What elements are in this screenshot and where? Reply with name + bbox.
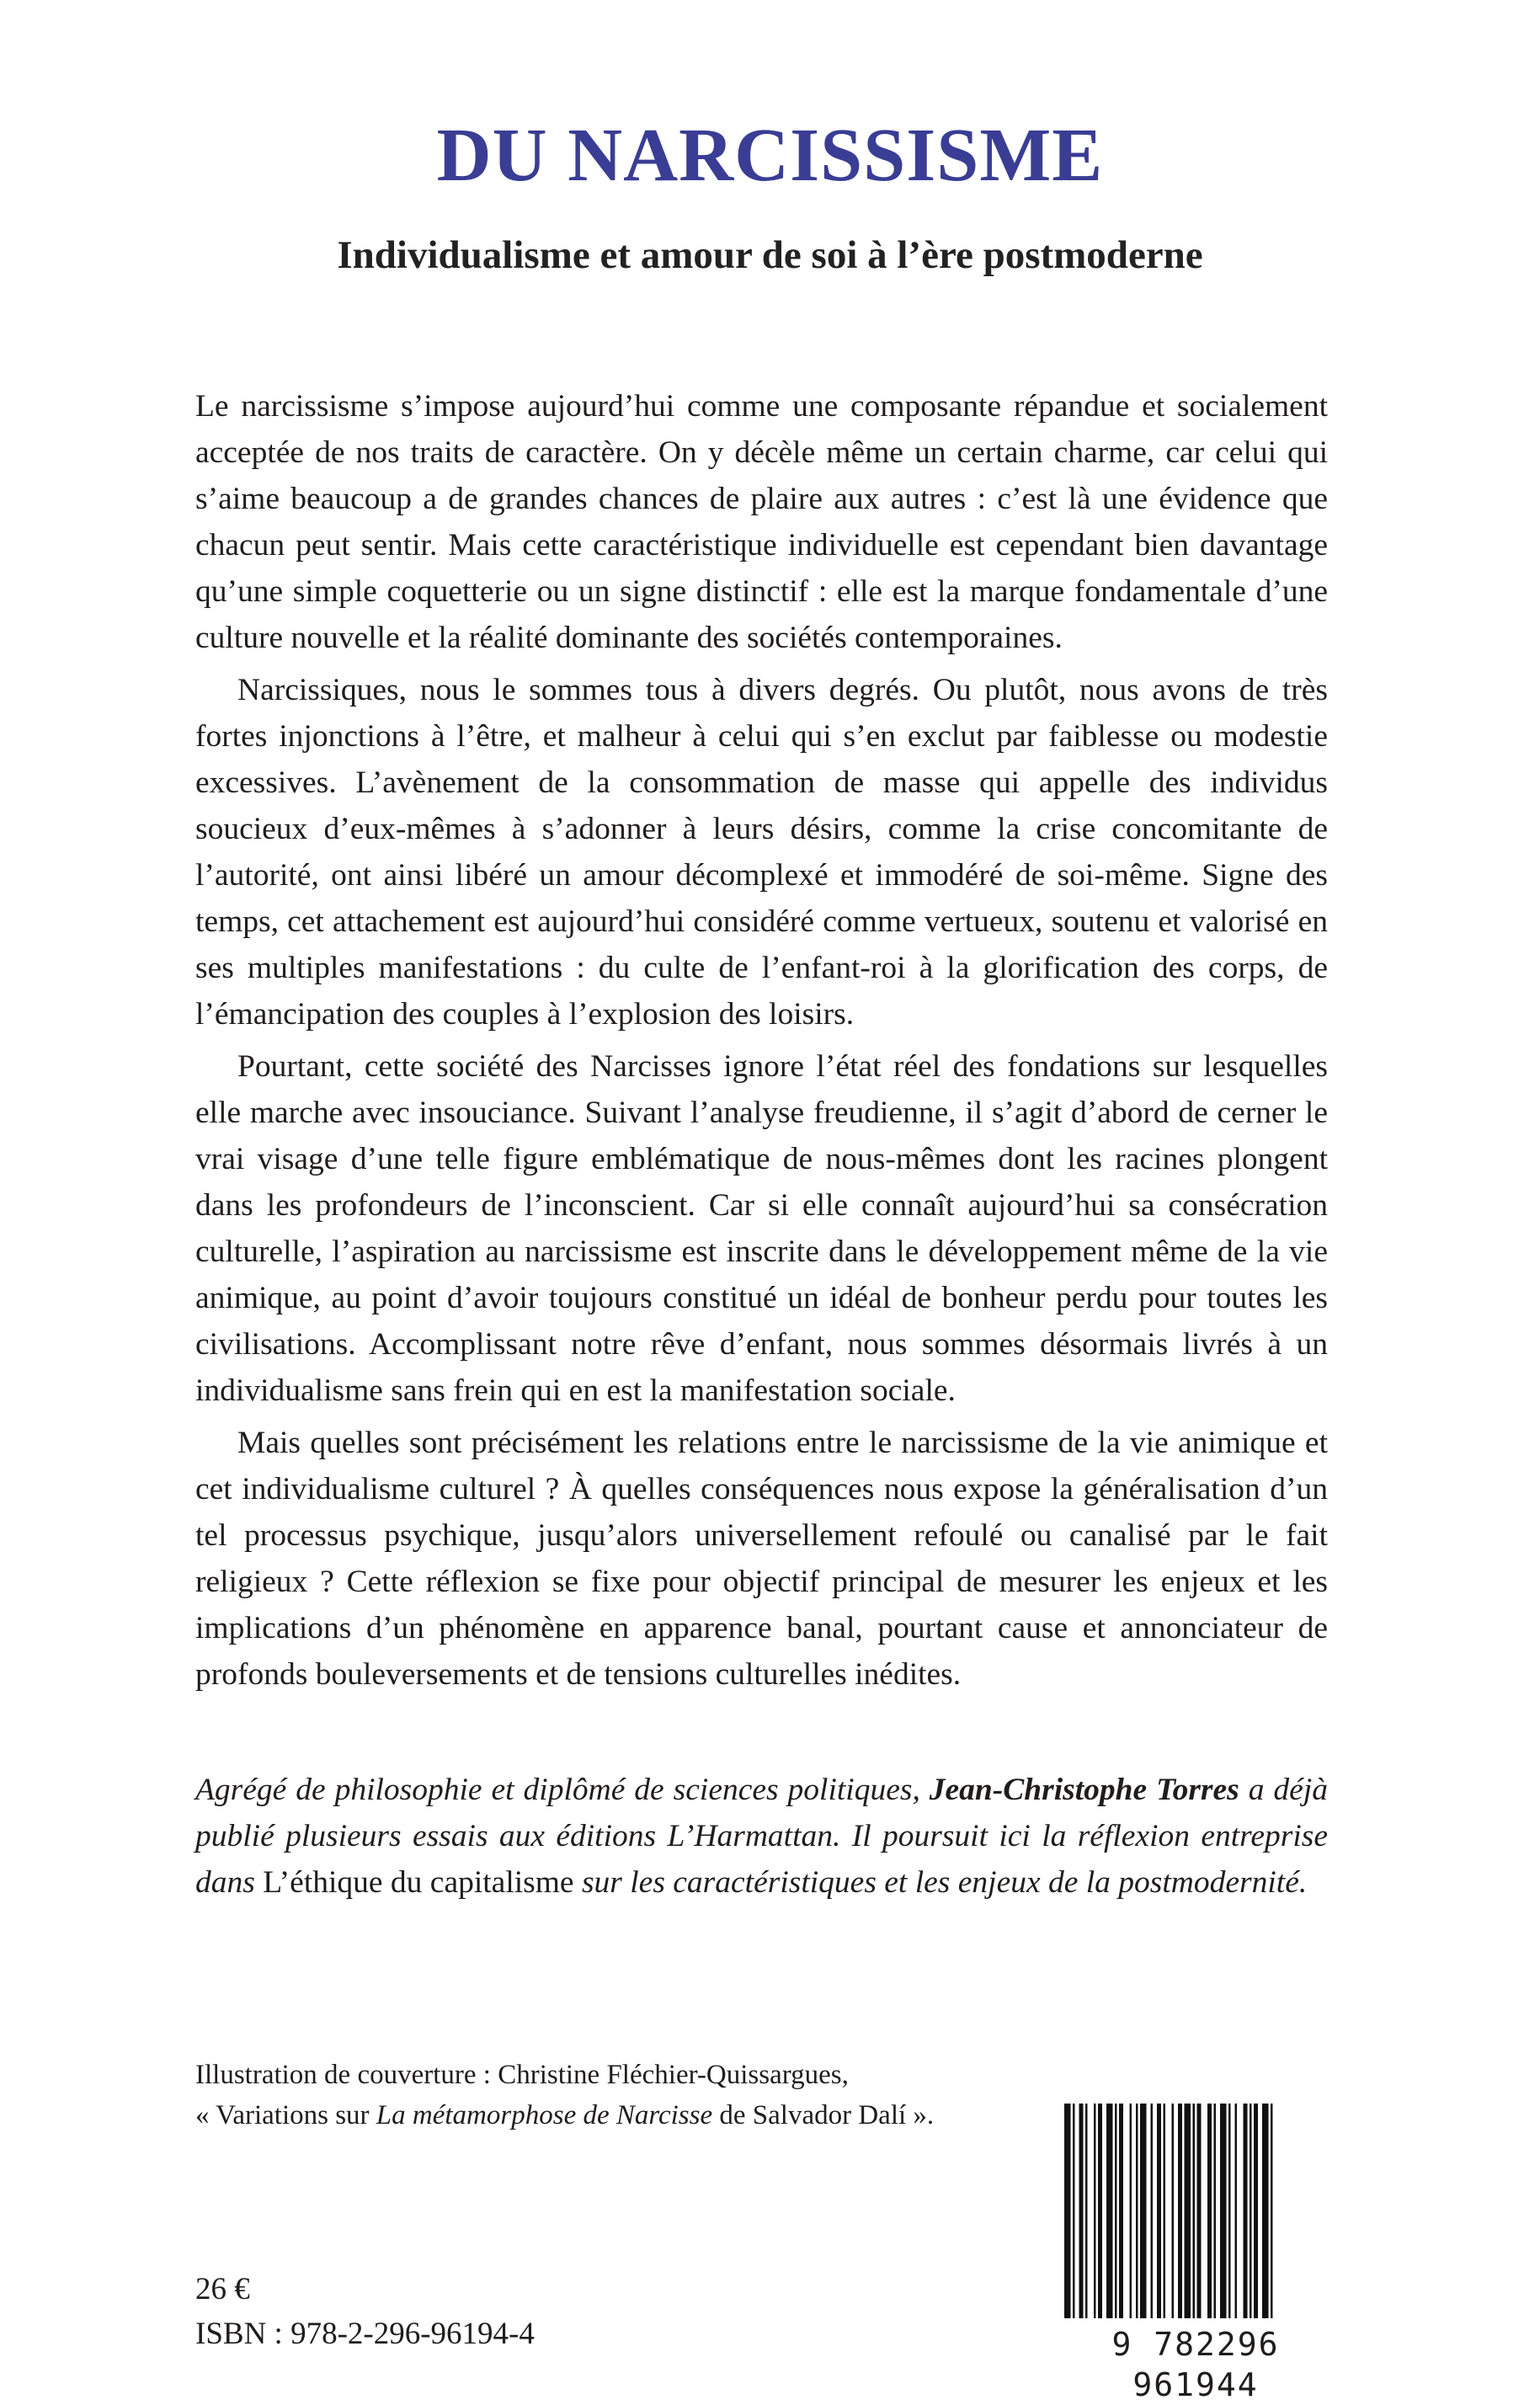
author-name: Jean-Christophe Torres: [929, 1773, 1239, 1807]
blurb-paragraph-2: Narcissiques, nous le sommes tous à divers degrés. Ou plutôt, nous avons de très fortes injonctions à l’être, et malheur à celui qui s’en exclut par faiblesse ou modestie excessives. L’avènement de la consommation de masse qui appelle des individus soucieux d’eux-mêmes à s’adonner à leurs désirs, comme la crise concomitante de l’autorité, ont ainsi libéré un amour décomplexé et immodéré de soi-même. Signe des temps, cet attachement est aujourd’hui considéré comme vertueux, soutenu et valorisé en ses multiples manifestations : du culte de l’enfant-roi à la glorification des corps, de l’émancipation des couples à l’explosion des loisirs.: [195, 673, 1328, 1032]
credit-line-2: [195, 2095, 1122, 2136]
blurb-paragraph-1: Le narcissisme s’impose aujourd’hui comme une composante répandue et socialement acceptée de nos traits de caractère. On y décèle même un certain charme, car celui qui s’aime beaucoup a de grandes chances de plaire aux autres : c’est là une évidence que chacun peut sentir. Mais cette caractéristique individuelle est cependant bien davantage qu’une simple coquetterie ou un signe distinctif : elle est la marque fondamentale d’une culture nouvelle et la réalité dominante des sociétés contemporaines.: [195, 389, 1328, 655]
credit-line-2-end: de Salvador Dalí ».: [712, 2100, 935, 2130]
cover-illustration-credit: [195, 2055, 1122, 2136]
isbn: ISBN : 978-2-296-96194-4: [195, 2317, 535, 2351]
previous-book-title: L’éthique du capitalisme: [263, 1865, 574, 1900]
credit-line-1: Illustration de couverture : Christine Fléchier-Quissargues,: [195, 2060, 849, 2090]
book-subtitle: Individualisme et amour de soi à l’ère postmoderne: [337, 233, 1203, 277]
blurb-paragraph-3: Pourtant, cette société des Narcisses ignore l’état réel des fondations sur lesquelles elle marche avec insouciance. Suivant l’analyse freudienne, il s’agit d’abord de cerner le vrai visage d’une telle figure emblématique de nous-mêmes dont les racines plongent dans les profondeurs de l’inconscient. Car si elle connaît aujourd’hui sa consécration culturelle, l’aspiration au narcissisme est inscrite dans le développement même de la vie animique, au point d’avoir toujours constitué un idéal de bonheur perdu pour toutes les civilisations. Accomplissant notre rêve d’enfant, nous sommes désormais livrés à un individualisme sans frein qui en est la manifestation sociale.: [195, 1049, 1328, 1408]
barcode-digits: 9 782296 961944: [1111, 2326, 1280, 2403]
blurb-paragraph-4: Mais quelles sont précisément les relations entre le narcissisme de la vie animique et cet individualisme culturel ? À quelles conséquences nous expose la généralisation d’un tel processus psychique, jusqu’alors universellement refoulé ou canalisé par le fait religieux ? Cette réflexion se fixe pour objectif principal de mesurer les enjeux et les implications d’un phénomène en apparence banal, pourtant cause et annonciateur de profonds bouleversements et de tensions culturelles inédites.: [195, 1426, 1328, 1692]
barcode-bars-icon: [1061, 2104, 1330, 2322]
credit-line-2-start: « Variations sur: [195, 2100, 376, 2130]
author-bio-middle: a déjà publié plusieurs essais aux éditions L’Harmattan. Il poursuit ici la réflexion entreprise dans: [195, 1773, 1328, 1900]
artwork-title: La métamorphose de Narcisse: [376, 2100, 713, 2130]
price: 26 €: [195, 2272, 250, 2306]
book-title: DU NARCISSISME: [436, 114, 1104, 197]
author-bio: [195, 1767, 1328, 1906]
blurb-body: [195, 383, 1328, 1704]
author-bio-end: sur les caractéristiques et les enjeux de la postmodernité.: [573, 1865, 1308, 1900]
author-bio-intro: Agrégé de philosophie et diplômé de sciences politiques,: [195, 1773, 930, 1807]
